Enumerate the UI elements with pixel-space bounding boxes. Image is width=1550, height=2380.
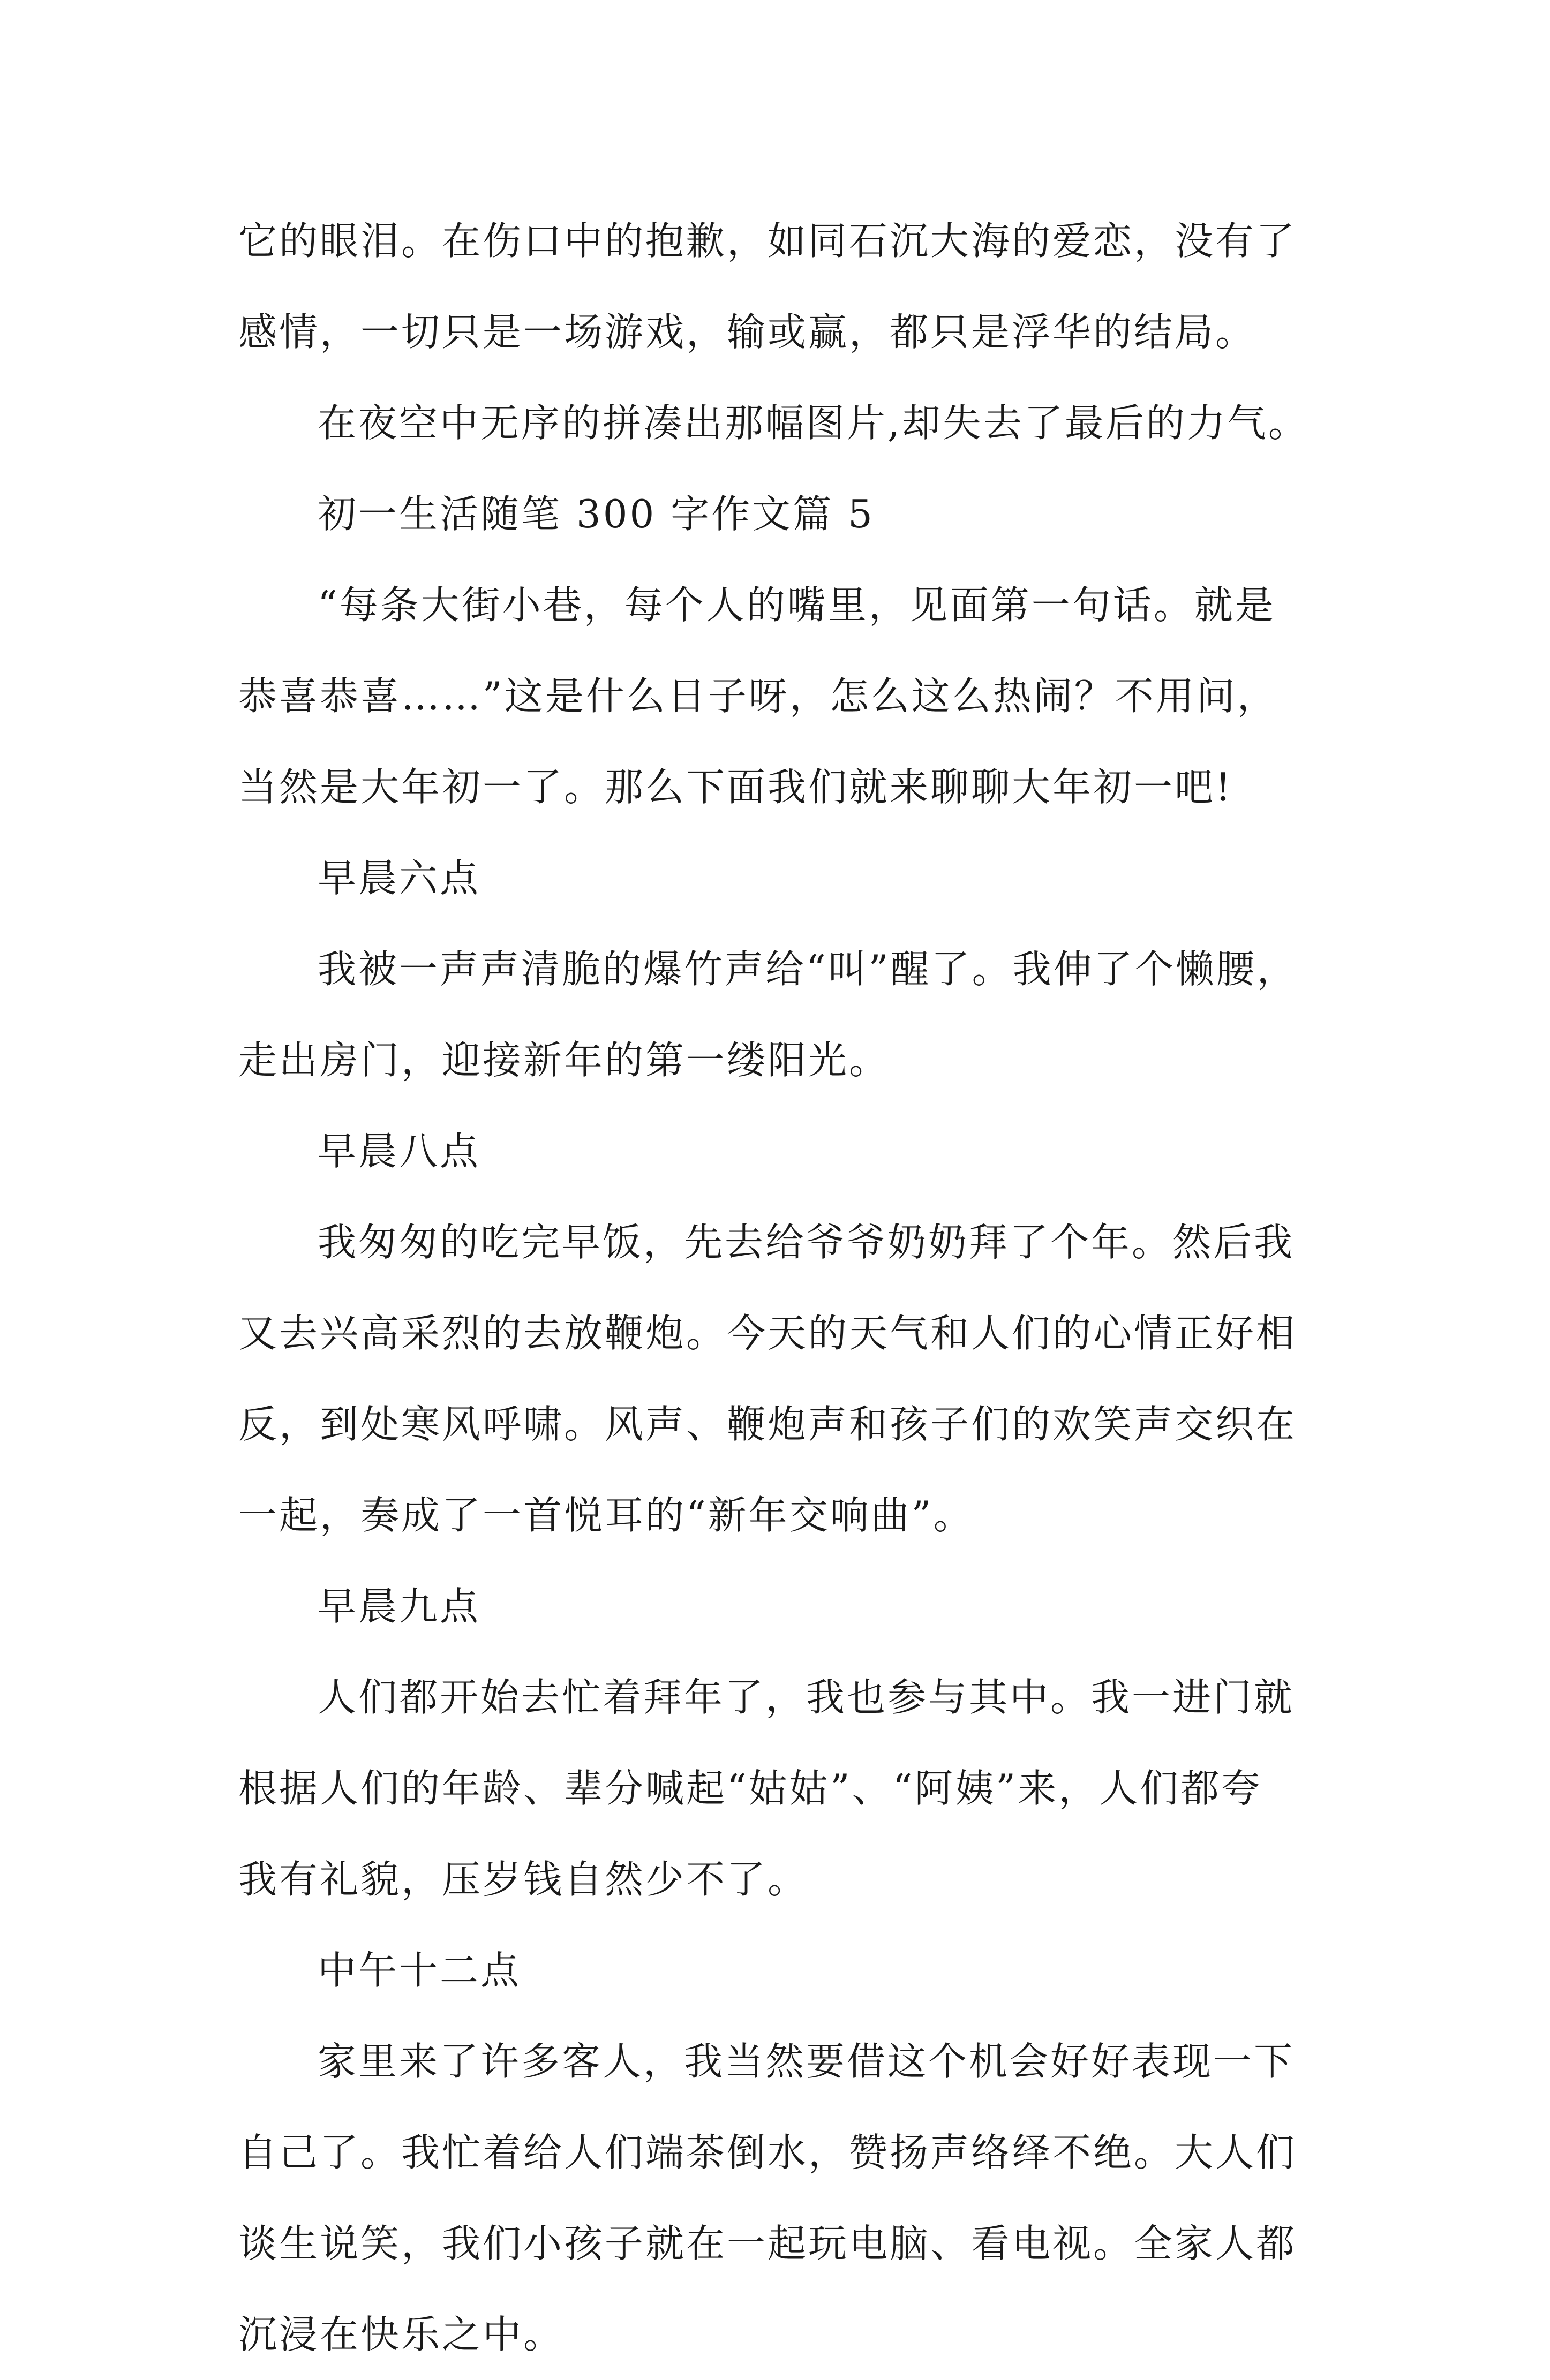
section-heading: 初一生活随笔 300 字作文篇 5 bbox=[318, 492, 875, 537]
text-line: 根据人们的年龄、辈分喊起“姑姑”、“阿姨”来，人们都夸 bbox=[238, 1766, 1262, 1811]
text-line: 一起，奏成了一首悦耳的“新年交响曲”。 bbox=[238, 1493, 974, 1538]
text-line: 家里来了许多客人，我当然要借这个机会好好表现一下 bbox=[318, 2039, 1295, 2084]
text-line: 我有礼貌，压岁钱自然少不了。 bbox=[238, 1857, 809, 1902]
time-heading: 早晨六点 bbox=[318, 856, 481, 901]
text-line: 走出房门，迎接新年的第一缕阳光。 bbox=[238, 1038, 890, 1083]
text-line: 沉浸在快乐之中。 bbox=[238, 2312, 565, 2357]
text-line: 感情，一切只是一场游戏，输或赢，都只是浮华的结局。 bbox=[238, 309, 1256, 354]
time-heading: 早晨九点 bbox=[318, 1584, 481, 1629]
text-line: 当然是大年初一了。那么下面我们就来聊聊大年初一吧! bbox=[238, 765, 1233, 810]
text-line: 它的眼泪。在伤口中的抱歉，如同石沉大海的爱恋，没有了 bbox=[238, 218, 1297, 263]
text-line: “每条大街小巷，每个人的嘴里，见面第一句话。就是 bbox=[318, 583, 1276, 628]
text-line: 又去兴高采烈的去放鞭炮。今天的天气和人们的心情正好相 bbox=[238, 1311, 1297, 1356]
text-line: 反，到处寒风呼啸。风声、鞭炮声和孩子们的欢笑声交织在 bbox=[238, 1402, 1297, 1447]
time-heading: 中午十二点 bbox=[318, 1948, 522, 1993]
text-line: 恭喜恭喜……”这是什么日子呀，怎么这么热闹？不用问， bbox=[238, 674, 1278, 719]
document-body bbox=[238, 195, 1390, 2380]
text-line: 自己了。我忙着给人们端茶倒水，赞扬声络绎不绝。大人们 bbox=[238, 2130, 1297, 2175]
time-heading: 早晨八点 bbox=[318, 1129, 481, 1174]
text-line: 谈生说笑，我们小孩子就在一起玩电脑、看电视。全家人都 bbox=[238, 2221, 1297, 2266]
text-line: 我被一声声清脆的爆竹声给“叫”醒了。我伸了个懒腰， bbox=[318, 947, 1298, 992]
text-line: 人们都开始去忙着拜年了，我也参与其中。我一进门就 bbox=[318, 1675, 1295, 1720]
text-line: 我匆匆的吃完早饭，先去给爷爷奶奶拜了个年。然后我 bbox=[318, 1220, 1295, 1265]
text-line: 在夜空中无序的拼凑出那幅图片,却失去了最后的力气。 bbox=[318, 401, 1309, 445]
